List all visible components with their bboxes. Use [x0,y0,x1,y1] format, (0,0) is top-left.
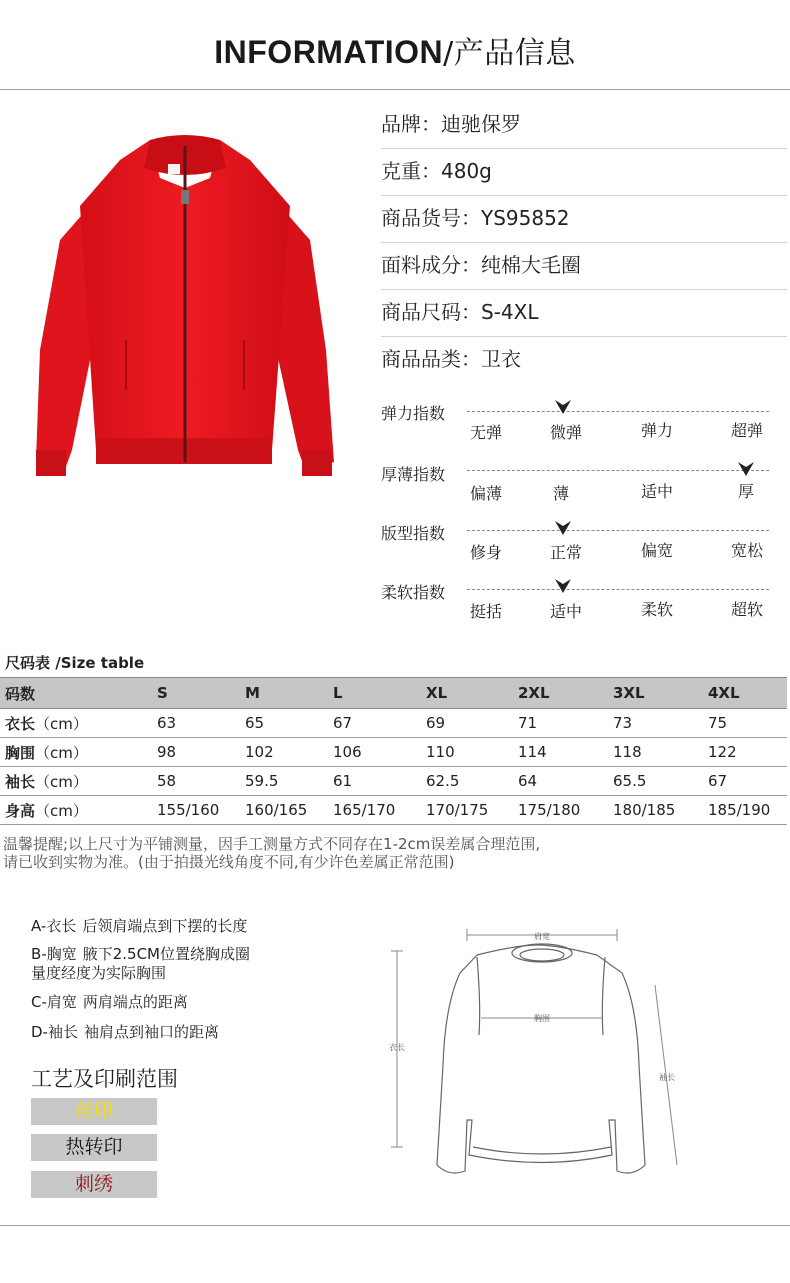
size-header-l: L [333,678,426,709]
table-cell: 75 [708,709,787,738]
definition-d-text: 袖肩点到袖口的距离 [83,1023,219,1041]
length-label: 衣长 [389,1043,405,1052]
row-unit: （cm） [35,772,88,791]
table-cell: 110 [426,738,518,767]
table-cell: 185/190 [708,796,787,825]
craft-embroidery-badge: 刺绣 [31,1171,157,1198]
chest-label: 胸围 [534,1014,550,1023]
size-table [0,677,787,825]
info-size-range: 商品尺码：S-4XL [381,289,787,337]
title-english: INFORMATION [214,34,444,70]
table-cell: 73 [613,709,708,738]
size-table-header-row [0,678,787,709]
thickness-option-2: 薄 [552,484,569,503]
elasticity-option-2: 微弹 [549,423,582,442]
row-unit: （cm） [35,801,88,820]
notice-line-1: 温馨提醒;以上尺寸为平铺测量，因手工测量方式不同存在1-2cm误差属合理范围, [3,835,541,853]
table-cell: 69 [426,709,518,738]
softness-scale-line [467,589,769,590]
softness-option-3: 柔软 [640,600,673,619]
table-cell: 155/160 [157,796,245,825]
definition-a-key: A-衣长 [31,917,77,935]
softness-label: 柔软指数 [381,583,446,602]
table-cell: 67 [708,767,787,796]
table-cell: 65 [245,709,333,738]
measurement-notice [3,835,783,871]
info-item-number: 商品货号：YS95852 [381,195,787,243]
definition-a [31,917,247,936]
notice-line-2: 请已收到实物为准。(由于拍摄光线角度不同,有少许色差属正常范围) [3,853,455,871]
table-cell: 170/175 [426,796,518,825]
table-cell: 175/180 [518,796,613,825]
elasticity-option-1: 无弹 [469,423,502,442]
definition-b-text: 腋下2.5CM位置绕胸成圈 [82,945,250,963]
fit-option-3: 偏宽 [640,541,673,560]
red-jacket-image [0,120,370,510]
table-row [0,738,787,767]
page-title [0,28,790,72]
softness-option-1: 挺括 [469,602,502,621]
thickness-marker-icon [737,461,755,477]
table-row [0,709,787,738]
fit-scale-line [467,530,769,531]
size-header-2xl: 2XL [518,678,613,709]
elasticity-option-4: 超弹 [730,421,763,440]
table-cell: 67 [333,709,426,738]
fit-label: 版型指数 [381,524,446,543]
row-name: 身高 [5,801,36,820]
elasticity-label: 弹力指数 [381,404,446,423]
definition-c [31,993,188,1012]
info-weight: 克重：480g [381,148,787,196]
sweatshirt-measurement-diagram [377,915,707,1190]
definition-c-key: C-肩宽 [31,993,77,1011]
definition-c-text: 两肩端点的距离 [82,993,188,1011]
info-category: 商品品类：卫衣 [381,347,521,371]
craft-heat-transfer-badge: 热转印 [31,1134,157,1161]
thickness-option-1: 偏薄 [469,484,502,503]
craft-title: 工艺及印刷范围 [31,1067,178,1091]
thickness-label: 厚薄指数 [381,465,446,484]
table-cell: 98 [157,738,245,767]
size-header-xl: XL [426,678,518,709]
table-cell: 106 [333,738,426,767]
row-name: 胸围 [5,743,36,762]
definition-b-key: B-胸宽 [31,945,77,963]
shoulder-width-label: 肩宽 [534,932,550,941]
table-row [0,796,787,825]
table-cell: 114 [518,738,613,767]
thickness-option-4: 厚 [737,482,754,501]
definition-b-text-2: 量度经度为实际胸围 [31,964,167,982]
table-cell: 58 [157,767,245,796]
size-header-3xl: 3XL [613,678,708,709]
row-unit: （cm） [35,743,88,762]
table-cell: 59.5 [245,767,333,796]
size-header-label: 码数 [0,678,157,709]
table-cell: 64 [518,767,613,796]
softness-option-2: 适中 [549,602,582,621]
title-divider [0,89,790,90]
elasticity-marker-icon [554,399,572,415]
elasticity-scale-line [467,411,769,412]
table-cell: 63 [157,709,245,738]
table-cell: 71 [518,709,613,738]
size-header-4xl: 4XL [708,678,787,709]
softness-option-4: 超软 [730,600,763,619]
definition-d-key: D-袖长 [31,1023,78,1041]
size-header-m: M [245,678,333,709]
bottom-divider [0,1225,790,1226]
row-unit: （cm） [35,714,88,733]
thickness-option-3: 适中 [640,482,673,501]
table-cell: 62.5 [426,767,518,796]
table-cell: 165/170 [333,796,426,825]
definition-b [31,945,250,983]
elasticity-option-3: 弹力 [640,421,673,440]
definition-d [31,1023,219,1042]
title-chinese: /产品信息 [443,36,576,71]
info-fabric: 面料成分：纯棉大毛圈 [381,242,787,290]
table-row [0,767,787,796]
definition-a-text: 后领肩端点到下摆的长度 [82,917,248,935]
table-cell: 118 [613,738,708,767]
row-name: 衣长 [5,714,36,733]
thickness-scale-line [467,470,769,471]
size-table-title: 尺码表 /Size table [5,654,145,672]
softness-marker-icon [554,578,572,594]
table-cell: 65.5 [613,767,708,796]
table-cell: 160/165 [245,796,333,825]
table-cell: 102 [245,738,333,767]
size-header-s: S [157,678,245,709]
row-name: 袖长 [5,772,36,791]
fit-marker-icon [554,520,572,536]
table-cell: 180/185 [613,796,708,825]
sleeve-label: 袖长 [659,1073,675,1082]
table-cell: 122 [708,738,787,767]
craft-silkscreen-badge: 丝印 [31,1098,157,1125]
info-brand: 品牌：迪驰保罗 [381,101,787,149]
fit-option-2: 正常 [549,543,582,562]
table-cell: 61 [333,767,426,796]
fit-option-4: 宽松 [730,541,763,560]
fit-option-1: 修身 [469,543,502,562]
